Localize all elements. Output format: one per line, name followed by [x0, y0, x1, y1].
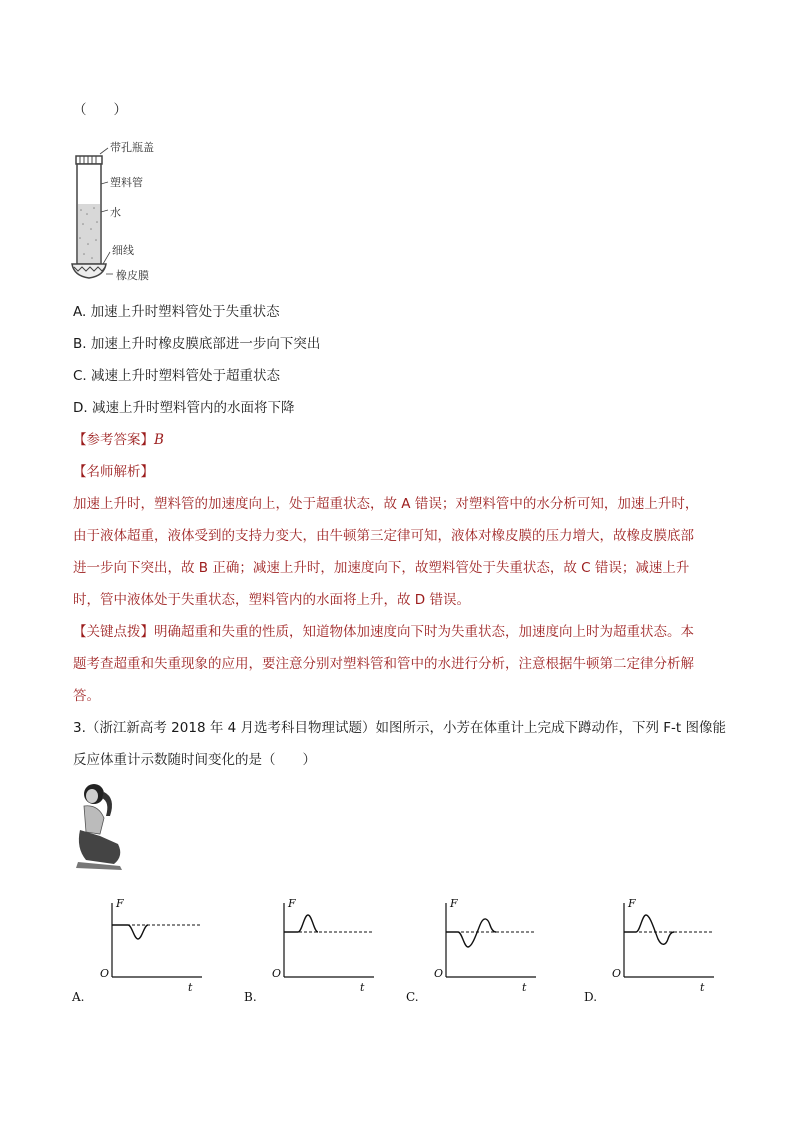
- force-curve: [624, 915, 674, 944]
- tube-figure: [66, 134, 186, 286]
- keypoint-text: [73, 616, 723, 712]
- torso-shape: [84, 806, 104, 834]
- answer-line: [73, 430, 164, 450]
- keypoint-line: 题考查超重和失重现象的应用，要注意分别对塑料管和管中的水进行分析，注意根据牛顿第二定律分析解: [73, 656, 694, 672]
- squat-photo: [70, 782, 130, 872]
- origin-label: O: [612, 967, 622, 980]
- answer-value: B: [154, 432, 164, 448]
- label-cap: 带孔瓶盖: [110, 141, 154, 154]
- legs-shape: [79, 830, 120, 864]
- option-label: A.: [72, 990, 85, 1004]
- axis-label-t: t: [700, 981, 705, 994]
- axis-label-f: F: [450, 897, 458, 910]
- force-curve: [112, 925, 148, 939]
- label-string: 细线: [112, 244, 134, 257]
- analysis-label: 【名师解析】: [73, 464, 154, 480]
- option-label: C.: [406, 990, 419, 1004]
- label-membrane: 橡皮膜: [116, 269, 149, 282]
- question3-line: 反应体重计示数随时间变化的是（ ）: [73, 752, 316, 768]
- axis-label-f: F: [628, 897, 636, 910]
- graph-a: [71, 897, 202, 1004]
- graph-d: [584, 897, 714, 1004]
- graph-options: [70, 895, 750, 1010]
- analysis-text: [73, 488, 723, 616]
- option-label: B.: [244, 990, 257, 1004]
- keypoint-line: 答。: [73, 688, 100, 704]
- membrane-shape: [72, 264, 106, 278]
- option-d: D. 减速上升时塑料管内的水面将下降: [73, 400, 295, 416]
- analysis-line: 加速上升时，塑料管的加速度向上，处于超重状态，故 A 错误；对塑料管中的水分析可知，加速上升时，: [73, 496, 699, 512]
- origin-label: O: [100, 967, 110, 980]
- keypoint-line: 明确超重和失重的性质，知道物体加速度向下时为失重状态，加速度向上时为超重状态。本: [154, 624, 694, 640]
- analysis-line: 时，管中液体处于失重状态，塑料管内的水面将上升，故 D 错误。: [73, 592, 470, 608]
- option-b: B. 加速上升时橡皮膜底部进一步向下突出: [73, 336, 321, 352]
- graph-b: [244, 897, 374, 1004]
- label-tube: 塑料管: [110, 176, 143, 189]
- origin-label: O: [272, 967, 282, 980]
- option-c: C. 减速上升时塑料管处于超重状态: [73, 368, 281, 384]
- keypoint-label: 【关键点拨】: [73, 624, 154, 640]
- origin-label: O: [434, 967, 444, 980]
- analysis-line: 进一步向下突出，故 B 正确；减速上升时，加速度向下，故塑料管处于失重状态，故 C 错误；减速上升: [73, 560, 690, 576]
- scale-shape: [76, 862, 122, 870]
- ft-graphs: [70, 895, 750, 1010]
- tube-illustration: [66, 134, 186, 286]
- option-label: D.: [584, 990, 598, 1004]
- force-curve: [284, 915, 318, 932]
- graph-c: [406, 897, 536, 1004]
- question3-text: [73, 712, 733, 776]
- label-water: 水: [110, 206, 121, 219]
- option-a: A. 加速上升时塑料管处于失重状态: [73, 304, 280, 320]
- hair-shape: [102, 792, 112, 816]
- axis-label-t: t: [522, 981, 527, 994]
- analysis-line: 由于液体超重，液体受到的支持力变大，由牛顿第三定律可知，液体对橡皮膜的压力增大，故橡皮膜底部: [73, 528, 694, 544]
- axis-label-f: F: [116, 897, 124, 910]
- answer-label: 【参考答案】: [73, 432, 154, 448]
- question3-line: 3.（浙江新高考 2018 年 4 月选考科目物理试题）如图所示，小芳在体重计上完成下蹲动作，下列 F-t 图像能: [73, 720, 727, 736]
- axis-label-t: t: [360, 981, 365, 994]
- axis-label-f: F: [288, 897, 296, 910]
- force-curve: [446, 919, 496, 947]
- question-bracket: （ ）: [73, 102, 127, 118]
- axis-label-t: t: [188, 981, 193, 994]
- water-shape: [78, 204, 100, 263]
